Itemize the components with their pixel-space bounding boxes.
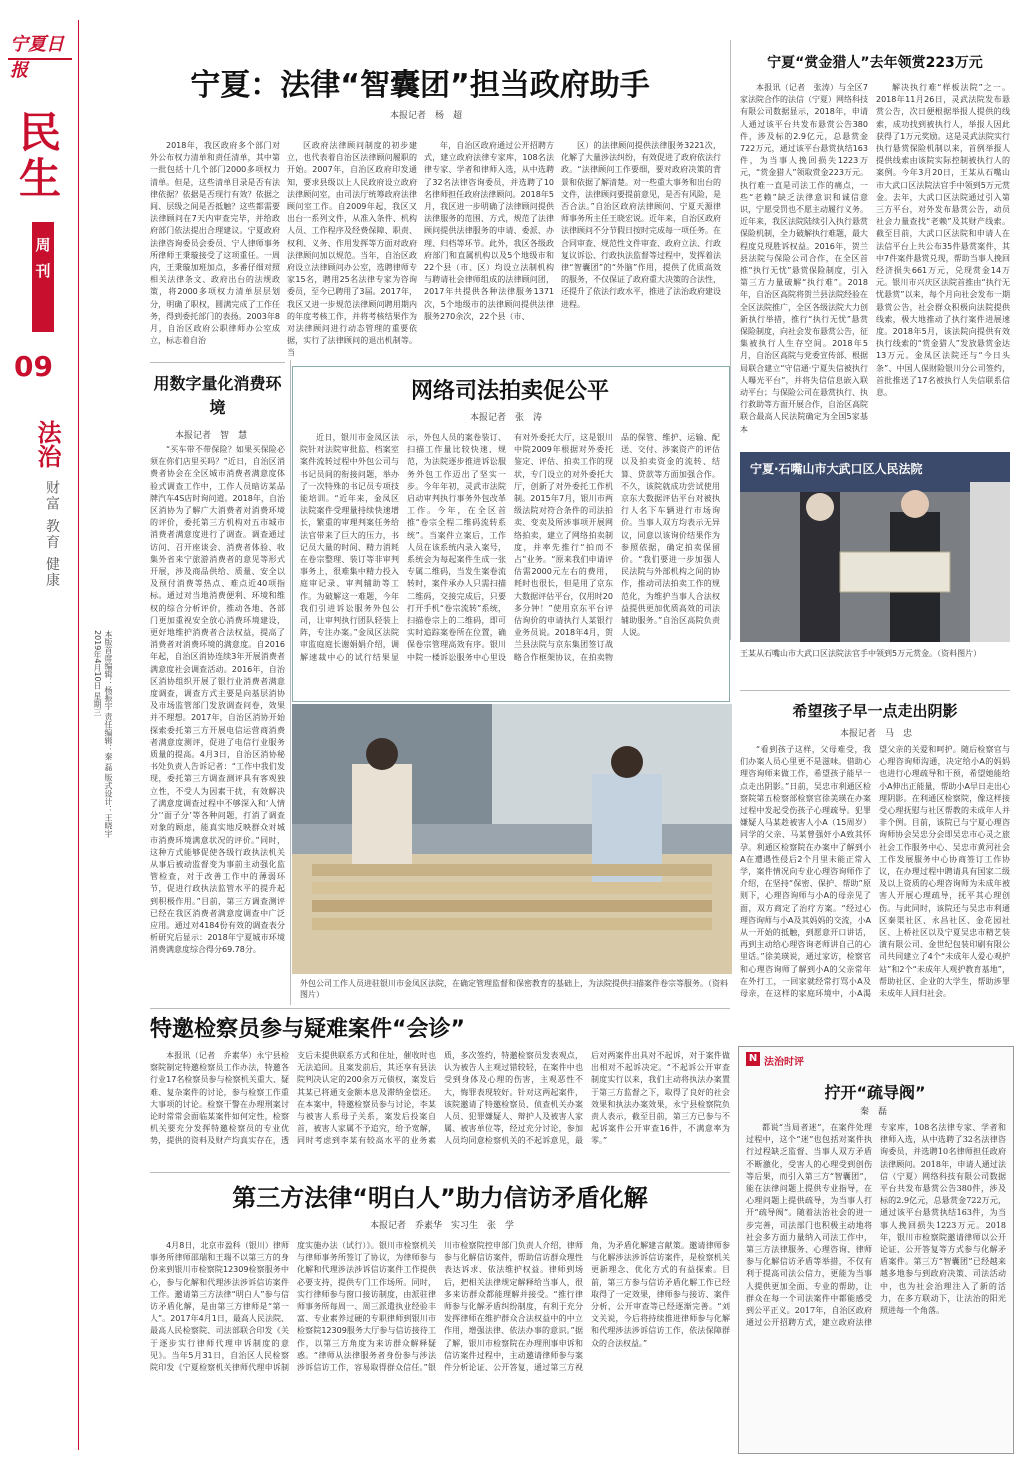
article-1-title: 宁夏：法律“智囊团”担当政府助手 bbox=[190, 68, 650, 103]
article-5-rule bbox=[740, 690, 1010, 691]
commentary-tag-icon: N bbox=[746, 1052, 760, 1066]
article-2-title: 宁夏“赏金猎人”去年领赏223万元 bbox=[767, 55, 983, 71]
rail-divider bbox=[78, 20, 79, 1450]
page-number: 09 bbox=[14, 350, 53, 383]
right-divider bbox=[730, 40, 731, 640]
commentary-body: 都说“当局者迷”，在案件处理过程中，这个“迷”也包括对案件执行过程缺乏监督、当事人双方矛盾不断激化，受害人的心理受到创伤等后果，而引入第三方“智囊团”，能在法律问题上提供专业指导，在心理问题上提供疏导，为当事人打开“疏导阀”。随着法治社会的进一步完善，司法部门也积极主动地将社会多方面力量纳入司法工作中，第三方法律服务、心理咨询、律师参与化解信访矛盾等举措，不仅有利于提高司法公信力，更能为当事人提供更加全面、专业的帮助，让群众在每一个司法案件中都能感受到公平正义。2017年，自治区政府通过公开招聘方式，建立政府法律专家库，108名法律专家、学者和律师入选，从中选聘了32名法律咨询委员，并选聘10名律师担任政府法律顾问。2018年，申请人通过法信（宁夏）网络科技有限公司数据平台共发布悬赏公告380件，涉及标的2.9亿元，总悬赏金722万元，通过该平台悬赏执结163件，为当事人挽回损失1223万元。2018年，银川市检察院邀请律师以公开论证、公开答复等方式参与化解矛盾案件。第三方“智囊团”已经越来越多地参与到政府决策、司法活动中，也为社会治理注入了新的活力，在多方联动下，让法治的阳光照进每一个角落。 bbox=[746, 1123, 1006, 1328]
article-3-body: “买车带不带保险？如果买保险必须在你们店里买吗？”近日，自治区消费者协会在全区城市消费者满意度体验式调查工作中，工作人员暗访某品牌汽车4S店时询问道。2018年，自治区消协为了解广大消费者对消费环境的评价，委托第三方机构对五市城市消费者满意度进行了调查。调查通过访问、召开座谈会、消费者体验、收集外省来宁旅游消费者的意见等形式开展，涉及商品供给、质量、安全以及预付消费等热点、难点近40项指标。通过对当地消费便利、环境和维权的综合分析评价，推动各地、各部门更加重视安全放心消费环境建设，更好地维护消费者合法权益，提高了消费者对消费环境的满意度。自2016年起，自治区消协连续3年开展消费者满意度社会调查活动。2016年，自治区消协组织开展了银行业消费者满意度调查，调查方式主要是向基层消协及市场监管部门发放调查问卷，效果并不理想。2017年，自治区消协开始探索委托第三方开展电信运营商消费者满意度测评，促进了电信行业服务质量的提高。4月3日，自治区消协秘书处负责人告诉记者：“工作中我们发现，委托第三方调查测评具有客观独立性，不受人为因素干扰，有效解决了满意度调查过程中不够深入和‘人情分’‘面子分’等各种问题，打消了调查对象的顾虑，能真实地反映群众对城市消费环境满意状况的评价。”同时，这种方式能够促使各级行政执法机关从事后被动监督变为事前主动强化监管检查，对于改善工作中的薄弱环节，促进行政执法监管水平的提升起到积极作用。”目前，第三方调查测评已经在我区消费者满意度调查中广泛应用。通过对4184份有效的调查表分析研究后显示：2018年宁夏城市环境消费满意度综合得分69.78分。 bbox=[150, 445, 285, 955]
article-1-col-1: 2018年，我区政府多个部门对外公布权力清单和责任清单，其中第一批包括十几个部门2000多项权力清单。但是，这些清单目录是否有法律依据？依据是否现行有效？依据之间、层级之间是否抵触？这些都需要法律顾问在7天内审查完毕，并给政府部门依法提出合理建议。宁夏政府法律咨询委员会委员、宁人律师事务所律师王秉璇接受了这项重任。一周内，王秉璇加班加点，多番仔细对照相关法律条文、政府出台的法规政策，将2000多项权力清单层层划分，明确了职权，圆满完成了工作任务，得到委托部门的表扬。2003年8月，自治区政府公职律师办公室成立，标志着自治 bbox=[150, 141, 280, 346]
article-1-col-3: 年，自治区政府通过公开招聘方式，建立政府法律专家库，108名法律专家、学者和律师入选，从中选聘了32名法律咨询委员，并选聘了10名律师担任政府法律顾问。2018年5月，我区进一步明确了法律顾问提供法律服务的范围、方式，规范了法律顾问提供法律服务的申请、委派、办理、归档等环节。此外，我区各级政府部门和直属机构以及5个地级市和22个县（市、区）均设立法制机构与聘请社会律师组成的法律顾问团，2017年共提供各种法律服务1371次，5个地级市的法律顾问提供法律服务270余次，22个县（市、 bbox=[424, 141, 554, 321]
page-topic: 法治 bbox=[33, 420, 61, 468]
article-5-body: “看到孩子这样，父母难受，我们办案人员心里更不是滋味。借助心理咨询师来做工作，希望孩子能早一点走出阴影。”日前，吴忠市利通区检察院第五检察部检察官徐美瑛在办案过程中发起受伤孩子心理疏导。犯罪嫌疑人马某趁被害人小A（15周岁）同学的父亲、马某曾强奸小A致其怀孕。利通区检察院在办案中了解到小A在遭遇性侵后2个月里未能正常入学，案件情况向专业心理咨询师作了介绍，在坚持“保密、保护、帮助”原则下，心理咨询师与小A的母亲见了面，双方商定了治疗方案。“经过心理咨询师与小A及其妈妈的交流，小A从一开始的抵触，到愿意开口讲话，再到主动给心理咨询老师讲自己的心里话。”徐美瑛说，通过家访，检察官和心理咨询师了解到小A的父亲常年在外打工，一回家就经常打骂小A及母亲，在这样的家庭环境中，小A渴望父亲的关爱和呵护。随后检察官与心理咨询师沟通，决定给小A的妈妈也进行心理疏导和干预，希望她能给小A伸出正能量，帮助小A早日走出心理阴影。在利通区检察院，像这样接受心理抚慰与社区帮教的未成年人并非个例。目前，该院已与宁夏心理咨询师协会吴忠分会即吴忠市心灵之旅社会工作服务中心、吴忠市黄河社会工作发展服务中心协商签订工作协议，在办理过程中聘请具有国家二级及以上资质的心理咨询师为未成年被害人开展心理疏导，抚平其心理创伤。与此同时，该院还与吴忠市利通区秦渠社区、永昌社区、金花园社区、上桥社区以及宁夏吴忠市精艺装潢有限公司、金世纪包装印刷有限公司共同建立了4个“未成年人爱心观护站”和2个“未成年人观护教育基地”，帮助社区、企业的大学生，帮助涉罪未成年人回归社会。 bbox=[740, 745, 1010, 999]
article-4-body: 近日，银川市金凤区法院针对法院审批监、档案室案件流转过程中外包公司与书记员间的衔接问题，举办了一次特殊的书记员专项技能培训。“近年来，金凤区法院案件受理量持续快速增长，繁重的审理判案任务给法官带来了巨大的压力，书记员大量的时间、精力消耗在卷宗整理、装订等非审判事务上，很难集中精力投入庭审记录、审判辅助等工作。为破解这一难题，今年我们引进诉讼服务外包公司，让审判执行团队轻装上阵，专注办案。”金凤区法院审监庭庭长谢娟娟介绍，调解速裁中心的试行结果显示，外包人员的案卷装订、扫描工作量比较快速、规范，为法院逐步推进诉讼服务外包工作迈出了坚实一步。今年年初，灵武市法院启动审判执行事务外包改革工作。今年，在全区首推“卷宗全程二维码流转系统”。当案件立案后，工作人员在该系统内录入案号，系统会为每起案件生成一张专属二维码，当发生案卷流转时，案件承办人只需扫描二维码，交接完成后，只要打开手机“卷宗流转”系统，扫描卷宗上的二维码，即可实时追踪案卷所在位置，确保卷宗管理高效有序。银川中院一楼诉讼服务中心里设有对外委托大厅，这是银川中院2009年根据对外委托鉴定、评估、拍卖工作的现状，专门设立的对外委托大厅，创新了对外委托工作机制。2015年7月，银川市两级法院对符合条件的司法拍卖、变卖及所涉事项开展网络拍卖，建立了网络拍卖制度，并率先推行“拍而不占”业务。“原来我们申请评估需2000元左右的费用，耗时也很长，但是用了京东大数据评估平台，仅用时20多分钟！”使用京东平台评估询价的申请执行人某银行业务员说。2018年4月，贺兰县法院与京东集团签订战略合作框架协议，在拍卖物品的保管、维护、运输、配送、交付、涉案资产的评估以及拍卖资金的流转、结算、贷款等方面加强合作。不久，该院就成功尝试使用京东大数据评估平台对被执行人名下车辆进行市场询价。当事人双方均表示无异议，同意以该询价结果作为参照依据，确定拍卖保留价。“我们要进一步加强人民法院与外部机构之间的协作，推动司法拍卖工作的规范化，为维护当事人合法权益提供更加优质高效的司法辅助服务。”自治区高院负责人说。 bbox=[300, 433, 720, 662]
weekly-badge: 周刊 bbox=[32, 222, 54, 332]
article-2-col-1: 本报讯（记者 张涛）与全区7家法院合作的法信（宁夏）网络科技有限公司数据显示，2018年，申请人通过该平台共发布悬赏公告380件，涉及标的2.9亿元，总悬赏金722万元，通过该平台悬赏执结163件，为当事人挽回损失1223万元，“赏金猎人”领取赏金223万元。执行难一直是司法工作的痛点，一些“老赖”缺乏法律意识和诚信意识，宁愿受罚也不愿主动履行义务。近年来，我区法院陆续引入执行悬赏保险机制，全力破解执行难题，最大程度兑现胜诉权益。2016年，贺兰县法院与保险公司合作，在全区首推“执行无忧”悬赏保险制度，引入第三方力量破解“执行难”。2018年，自治区高院将贺兰县法院经验在全区法院推广，全区各级法院大力创新执行举措，推行“执行无忧”悬赏保险制度，向社会发布悬赏公告，征集被执行人生存空间。2018年5月，自治区高院与党委宣传部、根据局联合建立“守信通·宁夏失信被执行人曝光平台”，并将失信信息嵌入联动平台；与保险公司在悬赏执行、执行救助等方面开展合作，自治区高院联合最高人民法院确定为全国5家基本 bbox=[740, 83, 868, 434]
article-1-byline: 本报记者 杨 超 bbox=[390, 111, 463, 121]
article-1-col-4: 区）的法律顾问提供法律服务3221次，化解了大量涉法纠纷，有效促进了政府依法行政。“法律顾问工作要细，要对政府决策的背景和依据了解清楚。对一些重大事务和出台的文件，法律顾问要提前意见，是否有风险，是否合法。”自治区政府法律顾问、宁夏天源律师事务所主任王晓宏说。近年来，自治区政府法律顾问不分节假日按时完成每一项任务。在合同审查、规范性文件审查、政府立法、行政复议诉讼、行政执法监督等过程中，发挥着法律“智囊团”的“外脑”作用，提供了优质高效的服务，不仅保证了政府重大决策的合法性，还提升了依法行政水平，推进了法治政府建设进程。 bbox=[561, 141, 721, 309]
commentary-tag: 法治时评 bbox=[764, 1057, 804, 1068]
photo-banner-text: 宁夏·石嘴山市大武口区人民法院 bbox=[750, 462, 923, 476]
edition-date: 2019年4月10日 星期三 bbox=[93, 630, 102, 717]
article-2-col-2: 解决执行难“样板法院”之一。2018年11月26日，灵武法院发布悬赏公告，次日便根据举报人提供的线索，成功找到被执行人，举报人因此获得了1万元奖励。这是灵武法院实行执行悬赏保险机制以来，首例举报人提供线索由该院实际控制被执行人的案例。今年3月20日，王某从石嘴山市大武口区法院法官手中领到5万元赏金。去年，大武口区法院通过引入第三方平台，对外发布悬赏公告，动员社会力量查找“老赖”及其财产线索。截至目前，大武口区法院和申请人在法信平台上共公布35件悬赏案件，其中7件案件悬赏兑现，帮助当事人挽回经济损失661万元，兑现赏金14万元。银川市兴庆区法院首推由“执行无忧悬赏”以来，每个月向社会发布一期悬赏公告，社会群众积极向法院提供线索，极大地推动了执行案件进展速度。2018年5月，该法院向提供有效执行线索的“赏金猎人”发放悬赏金达13万元。金凤区法院还与“今日头条”、中国人保财险银川分公司签约，首批推送了17名被执行人失信联系信息。 bbox=[876, 83, 1010, 398]
article-7-title: 第三方法律“明白人”助力信访矛盾化解 bbox=[232, 1184, 648, 1212]
masthead-rule bbox=[8, 58, 72, 60]
section-name: 民生 bbox=[18, 108, 61, 203]
article-5-byline: 本报记者 马 忠 bbox=[840, 729, 913, 739]
article-6-title: 特邀检察员参与疑难案件“会诊” bbox=[150, 1017, 465, 1042]
article-3-rule bbox=[150, 362, 285, 363]
award-photo bbox=[740, 452, 1010, 642]
archive-photo bbox=[292, 704, 732, 974]
article-3-byline: 本报记者 智 慧 bbox=[175, 431, 248, 441]
article-6-rule bbox=[150, 1008, 730, 1009]
page-subtopics: 财富 教育 健康 bbox=[44, 480, 60, 589]
article-7-byline: 本报记者 乔素华 实习生 张 学 bbox=[370, 1221, 515, 1231]
newspaper-masthead: 宁夏日报 bbox=[10, 34, 64, 81]
article-5-title: 希望孩子早一点走出阴影 bbox=[792, 702, 958, 720]
article-4-title: 网络司法拍卖促公平 bbox=[410, 379, 609, 404]
article-4-byline: 本报记者 张 涛 bbox=[470, 413, 543, 423]
article-2-caption: 王某从石嘴山市大武口区法院法官手中领到5万元赏金。（资料图片） bbox=[740, 649, 982, 658]
commentary-title: 拧开“疏导阀” bbox=[824, 1083, 926, 1102]
article-7-rule bbox=[150, 1172, 730, 1173]
article-6-body: 本报讯（记者 乔素华）永宁县检察院制定特邀检察员工作办法，特邀各行业17名检察员参与检察机关重大、疑难、复杂案件的讨论，参与检察工作重大事项的讨论。检察干警在办理刑案讨论时常常会面临某案件如何定性，检察机关要充分发挥特邀检察员的专业优势，提供的资料及财产均真实存在，透支后未提供联系方式和住址，催收时也无法追回。且案发前后，其还享有县法院判决认定的200余万元债权，案发后其某已将通支金额本息及滞纳金偿还。在本案中，特邀检察员参与讨论，李某与被害人系母子关系，案发后投案自首，被害人家属不予追究，给予宽解，同时考虑到李某有较高水平的业务素质，多次签约，特邀检察员发表观点，认为被告人主观过错较轻，在案件中也受到身体及心理的伤害，主观恶性不大，悔罪表现较好。针对这两起案件，该院邀请了特邀检察员、侦查机关办案人员、犯罪嫌疑人、辩护人及被害人家属、被害单位等，经过充分讨论，参加人员均同意检察机关的不起诉意见，最后对两案件出具对不起诉，对于案件做出相对不起诉决定。“不起诉公开审查制度实行以来，我们主动将执法办案置于第三方监督之下，取得了良好的社会效果和执法办案效果，永宁县检察院负责人表示，截至目前，第三方已参与不起诉案件公开审查16件，不满意率为零。” bbox=[150, 1051, 730, 1146]
article-7-body: 4月8日，北京市盈科（银川）律师事务所律师邵瑞和王瑞不以第三方的身份来到银川市检察院12309检察服务中心，参与化解和代理涉法涉诉信访案件工作。邀请第三方法律“明白人”参与信访矛盾化解，是由第三方律师是“第一人”。2017年4月1日，最高人民法院、最高人民检察院、司法部联合印发《关于逐步实行律师代理申诉制度的意见》。当年5月31日，自治区人民检察院印发《宁夏检察机关律师代理申诉制度实施办法（试行）》。银川市检察机关与律师事务所签订了协议，为律师参与化解和代理涉法涉诉信访案件工作提供必要支持，提供专门工作场所。同时，实行律师参与窗口接访制度，由派驻律师事务所每周一、周三派遣执业经验丰富、专业素养过硬的专职律师到银川市检察院12309服务大厅参与信访接待工作，以第三方角度为来访群众解释疑惑。“律师从法律服务者身份参与涉法涉诉信访工作，容易取得群众信任。”银川市检察院控申部门负责人介绍，律师参与化解信访案件，帮助信访群众理性表达诉求、依法维护权益。律师到场后，把相关法律规定解释给当事人，很多来访群众都能理解并接受。“推行律师参与化解矛盾纠纷制度，有利于充分发挥律师在维护群众合法权益中的中立作用，增强法律、依法办事的意识。”据了解，银川市检察院在办理刑事申诉和信访案件过程中，主动邀请律师参与案件分析论证、公开答复，通过第三方视角，为矛盾化解建言献策。邀请律师参与化解涉法涉诉信访案件，是检察机关更新理念、优化方式的有益探索。目前，第三方参与信访矛盾化解工作已经取得了一定效果，律师参与接访、案件分析、公开审查等已经逐渐完善。“刘文关说，今后将持续推进律师参与化解和代理涉法涉诉信访工作，依法保障群众的合法权益。” bbox=[150, 1241, 730, 1373]
edition-staff: 本版首席编辑：杨振宇 责任编辑：秦 磊 版式设计：王晓宇 bbox=[104, 630, 113, 838]
edition-credits bbox=[92, 630, 114, 838]
commentary-author: 秦 磊 bbox=[860, 1107, 888, 1117]
article-4-caption: 外包公司工作人员进驻银川市金凤区法院，在确定管理监督和保密教育的基础上，为法院提供扫描案件卷宗等服务。（资料图片） bbox=[300, 979, 728, 999]
article-1-col-2: 区政府法律顾问制度的初步建立，也代表着自治区法律顾问履职的开始。2007年，自治区政府印发通知，要求县级以上人民政府设立政府法律顾问室，由司法厅统筹政府法律顾问室工作。自2009年起，我区又出台一系列文件，从准入条件、机构人员、工作程序及经费保障、职责、权利、义务、作用发挥等方面对政府法律顾问加以规范。当年，自治区政府设立法律顾问办公室，选聘律师专家15名，聘用25名法律专家为咨询委员，至今已聘用了3届。2017年，我区又进一步规范法律顾问聘用期内的年度考核工作，并将考核结果作为对法律顾问进行动态管理的重要依据，实行了法律顾问的退出机制等。当 bbox=[287, 141, 417, 358]
article-3-title: 用数字量化消费环境 bbox=[153, 374, 282, 417]
article-3-divider bbox=[290, 360, 291, 1005]
